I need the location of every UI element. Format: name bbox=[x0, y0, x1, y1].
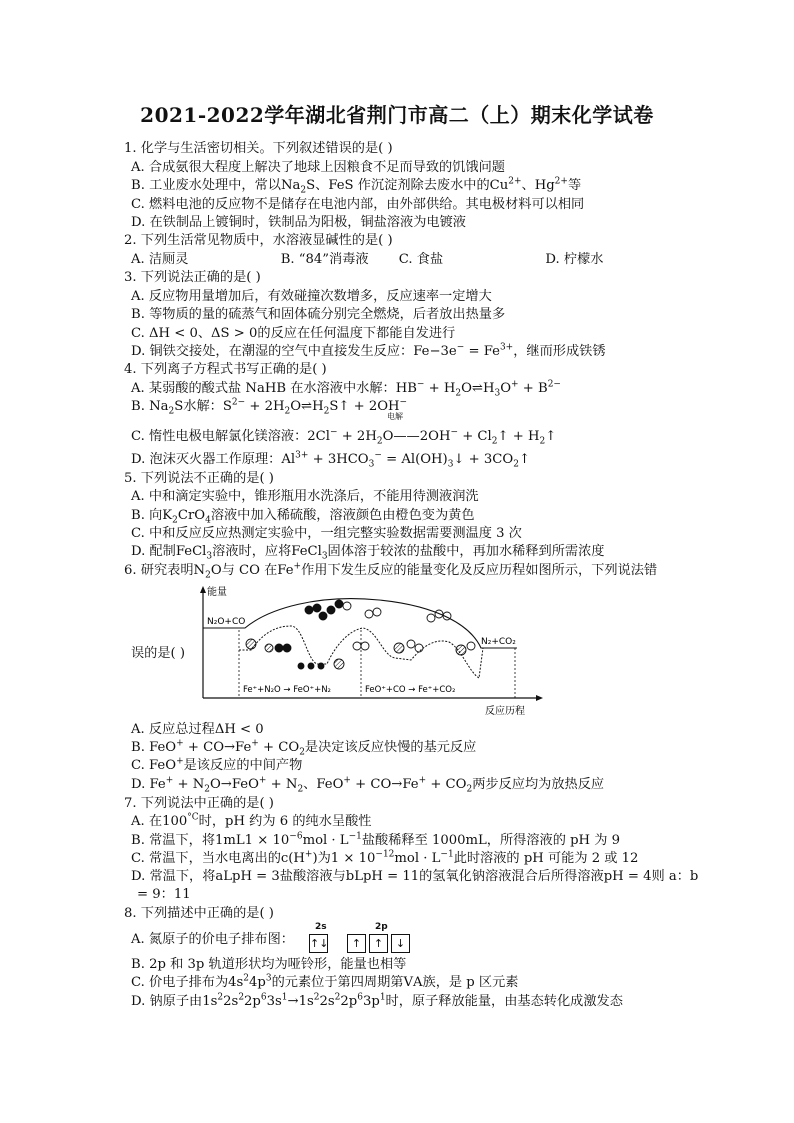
q8-option-c: C. 价电子排布为$4s^24p^3$的元素位于第四周期第ⅤA族，是 p 区元素 bbox=[131, 973, 519, 990]
orbital-box-2p-2: ↑ bbox=[369, 934, 388, 953]
q3-stem: 3. 下列说法正确的是( ) bbox=[124, 270, 261, 285]
y-axis-label: 能量 bbox=[207, 587, 227, 598]
orbital-2p-label: 2p bbox=[375, 922, 388, 932]
nitrogen-orbital-diagram bbox=[307, 922, 427, 954]
step1-label: Fe⁺+N₂O → FeO⁺+N₂ bbox=[243, 685, 331, 695]
q7-option-d: D. 常温下，将aLpH = 3盐酸溶液与bLpH = 11的氢氧化钠溶液混合后所得溶液pH = 4则 a：b bbox=[131, 869, 699, 884]
x-axis-arrow bbox=[536, 695, 543, 701]
q1-option-c: C. 燃料电池的反应物不是储存在电池内部，由外部供给。其电极材料可以相同 bbox=[131, 197, 585, 212]
q7-option-c: C. 常温下，当水电离出的c(H+)为$1 \times 10^{-12}mol \cdot L^{-1}$此时溶液的 pH 可能为 2 或 12 bbox=[131, 849, 639, 866]
q7-option-d-continued: = 9：11 bbox=[137, 887, 191, 902]
q3-option-d: D. 铜铁交接处，在潮湿的空气中直接发生反应：$Fe-3e^- = Fe^{3+}$，继而形成铁锈 bbox=[131, 342, 606, 359]
q6-option-d: D. $Fe^+ + N_2O\to FeO^+ + N_2$、$FeO^+ + CO\to Fe^+ + CO_2$两步反应均为放热反应 bbox=[131, 775, 605, 795]
q7-stem: 7. 下列说法中正确的是( ) bbox=[124, 796, 274, 811]
q1-stem: 1. 化学与生活密切相关。下列叙述错误的是( ) bbox=[124, 141, 393, 156]
page-title: 2021-2022学年湖北省荆门市高二（上）期末化学试卷 bbox=[140, 103, 654, 127]
q5-stem: 5. 下列说法不正确的是( ) bbox=[124, 471, 274, 486]
q4-option-c: C. 惰性电极电解氯化镁溶液：$2Cl^- + 2H_2O——2OH^-$ + $Cl_2↑$ + $H_2↑$ bbox=[131, 427, 557, 447]
q7-option-b: B. 常温下，将$1mL1 \times 10^{-6}mol \cdot L^{-1}$盐酸稀释至 1000mL，所得溶液的 pH 为 9 bbox=[131, 831, 621, 848]
q2-options bbox=[131, 251, 603, 268]
q5-option-b: B. 向$K_2CrO_4$溶液中加入稀硫酸，溶液颜色由橙色变为黄色 bbox=[131, 508, 475, 526]
orbital-box-2p-3: ↓ bbox=[391, 934, 410, 953]
products-label: N₂+CO₂ bbox=[481, 637, 516, 647]
q4-option-b: B. $Na_2S$水解：$S^{2-}$ + $2H_2O\rightleftharpoons H_2S↑ + 2OH^-$ bbox=[131, 397, 408, 417]
x-axis-label: 反应历程 bbox=[485, 706, 525, 717]
energy-profile-diagram bbox=[199, 586, 543, 718]
q4-stem: 4. 下列离子方程式书写正确的是( ) bbox=[124, 362, 327, 377]
q4-option-d: D. 泡沫灭火器工作原理：$Al^{3+} + 3HCO_3^-$ = $Al(OH)_3↓$ + $3CO_2↑$ bbox=[131, 450, 530, 470]
q7-option-a: A. 在$100^{^\circ C}$时，pH 约为 6 的纯水呈酸性 bbox=[131, 812, 372, 829]
q5-option-c: C. 中和反应反应热测定实验中，一组完整实验数据需要测温度 3 次 bbox=[131, 526, 522, 541]
q1-option-a: A. 合成氨很大程度上解决了地球上因粮食不足而导致的饥饿问题 bbox=[131, 160, 505, 175]
q6-option-b: B. $FeO^+ + CO\to Fe^+ + CO_2$是决定该反应快慢的基元反应 bbox=[131, 738, 477, 758]
q8-option-b: B. 2p 和 3p 轨道形状均为哑铃形，能量也相等 bbox=[131, 957, 407, 972]
q2-option-c: C. 食盐 bbox=[398, 252, 444, 267]
q4-option-a: A. 某弱酸的酸式盐 NaHB 在水溶液中水解：$HB^- + H_2O\rightleftharpoons H_3O^+ + B^{2-}$ bbox=[131, 379, 561, 399]
orbital-box-2p-1: ↑ bbox=[347, 934, 366, 953]
q2-option-d: D. 柠檬水 bbox=[545, 252, 604, 267]
molecule-glyphs bbox=[246, 600, 475, 669]
step2-label: FeO⁺+CO → Fe⁺+CO₂ bbox=[365, 685, 456, 695]
q8-option-d: D. 钠原子由$1s^22s^22p^63s^1\to 1s^22s^22p^63p^1$时，原子释放能量，由基态转化成激发态 bbox=[131, 992, 623, 1009]
q6-stem-continued: 误的是( ) bbox=[131, 646, 186, 661]
q8-stem: 8. 下列描述中正确的是( ) bbox=[124, 906, 274, 921]
q1-option-d: D. 在铁制品上镀铜时，铁制品为阳极，铜盐溶液为电镀液 bbox=[131, 215, 466, 230]
q5-option-a: A. 中和滴定实验中，锥形瓶用水洗涤后，不能用待测液润洗 bbox=[131, 489, 479, 504]
q3-option-b: B. 等物质的量的硫蒸气和固体硫分别完全燃烧，后者放出热量多 bbox=[131, 307, 506, 322]
orbital-box-2s: ↑↓ bbox=[309, 934, 328, 953]
q8-option-a: A. 氮原子的价电子排布图： bbox=[131, 932, 294, 947]
q2-option-a: A. 洁厕灵 bbox=[131, 252, 189, 267]
q1-option-b: B. 工业废水处理中，常以$Na_2S$、FeS 作沉淀剂除去废水中的$Cu^{2+}$、$Hg^{2+}$等 bbox=[131, 176, 582, 196]
q6-option-a: A. 反应总过程ΔH < 0 bbox=[131, 722, 264, 737]
reactants-label: N₂O+CO bbox=[207, 617, 246, 627]
q2-option-b: B. “84”消毒液 bbox=[280, 252, 369, 267]
q3-option-c: C. ΔH < 0、ΔS > 0的反应在任何温度下都能自发进行 bbox=[131, 326, 456, 341]
q6-option-c: C. FeO+是该反应的中间产物 bbox=[131, 756, 303, 773]
electrolysis-condition: 电解 bbox=[387, 412, 403, 421]
q6-stem: 6. 研究表明$N_2O$与 CO 在Fe+作用下发生反应的能量变化及反应历程如图所示，下列说法错 bbox=[124, 561, 658, 581]
q2-stem: 2. 下列生活常见物质中，水溶液显碱性的是( ) bbox=[124, 233, 393, 248]
y-axis-arrow bbox=[200, 586, 206, 593]
q5-option-d: D. 配制FeCl$_3$溶液时，应将FeCl$_3$固体溶于较浓的盐酸中，再加水稀释到所需浓度 bbox=[131, 544, 605, 562]
orbital-2s-label: 2s bbox=[315, 922, 327, 932]
q3-option-a: A. 反应物用量增加后，有效碰撞次数增多，反应速率一定增大 bbox=[131, 289, 492, 304]
